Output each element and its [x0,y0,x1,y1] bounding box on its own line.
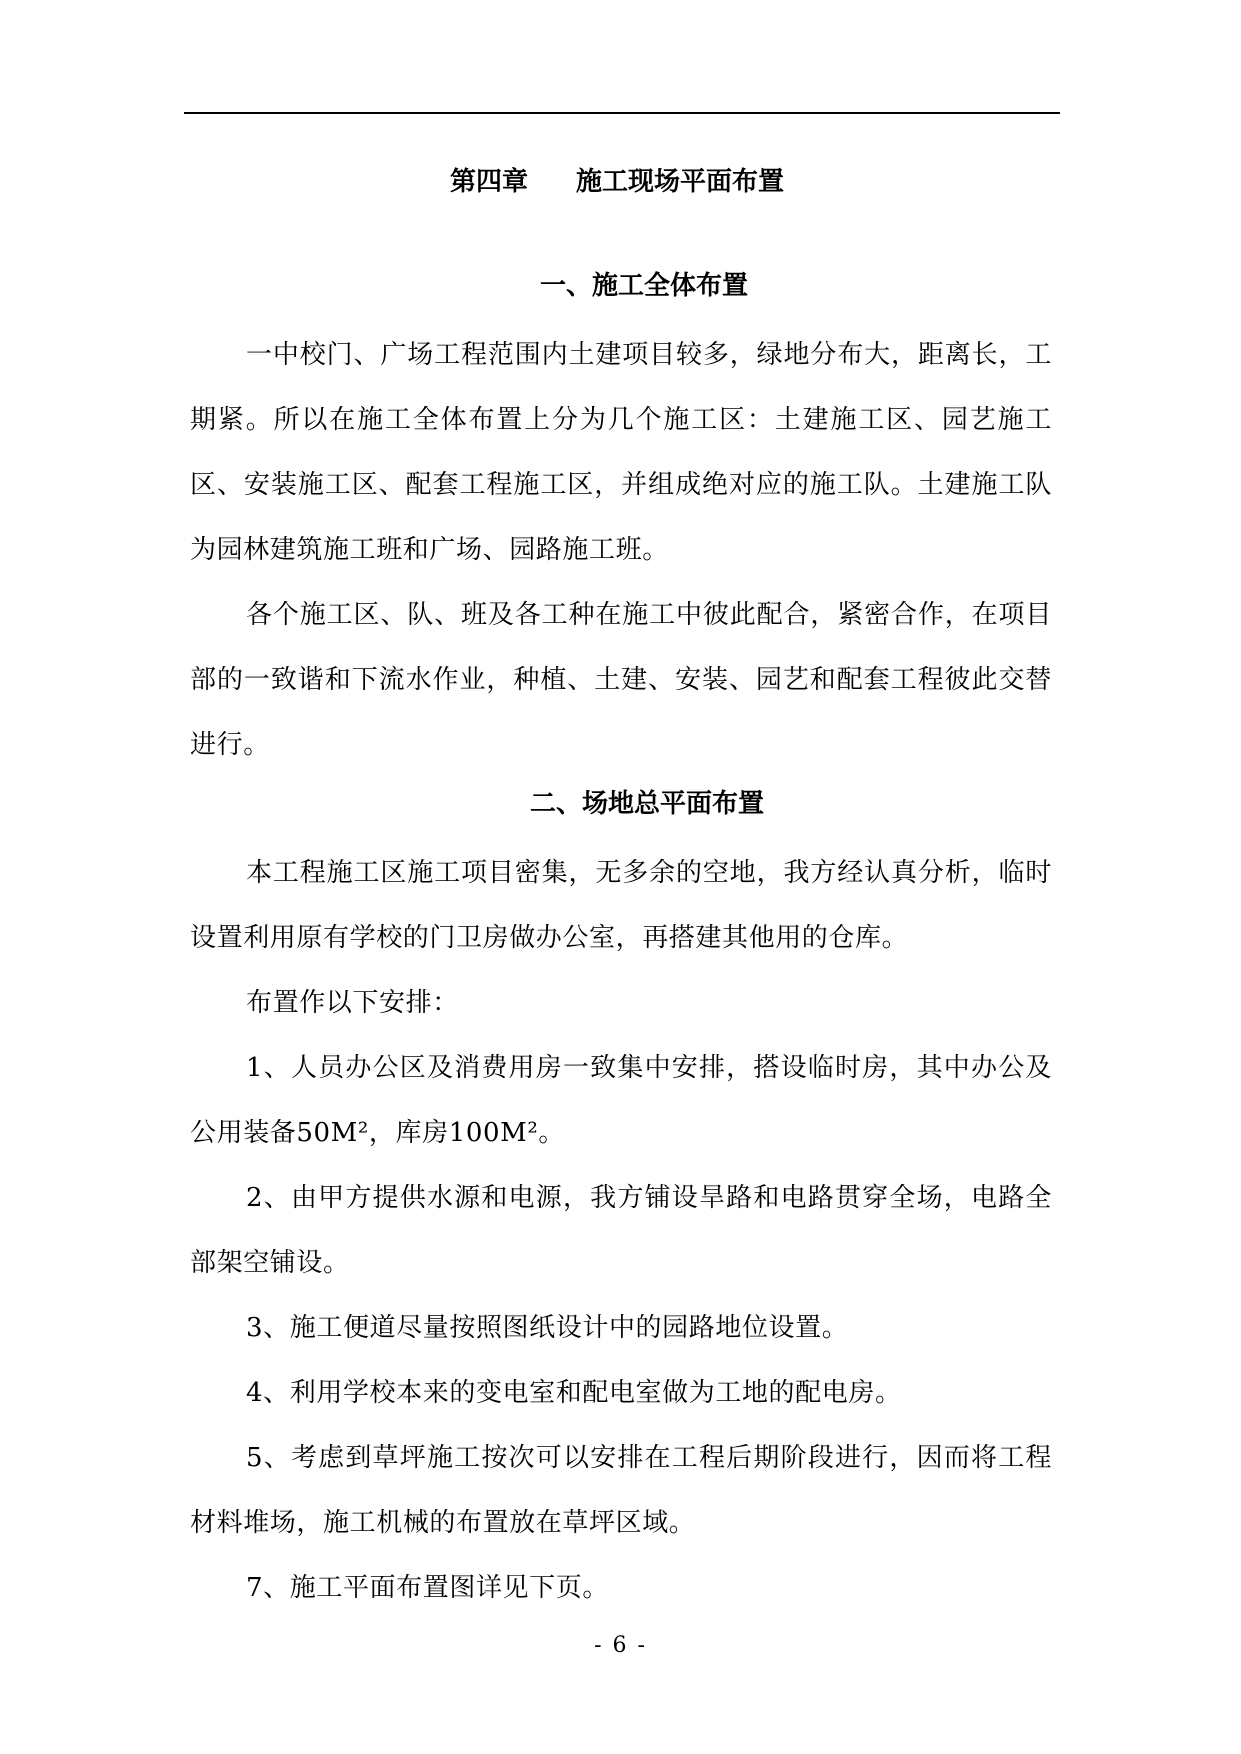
paragraph: 本工程施工区施工项目密集，无多余的空地，我方经认真分析，临时设置利用原有学校的门卫房做办公室，再搭建其他用的仓库。 [190,858,1052,953]
section-title-site-plan: 二、场地总平面布置 [530,789,765,819]
chapter-name: 施工现场平面布置 [576,167,785,197]
list-item: 7、施工平面布置图详见下页。 [246,1573,609,1603]
section-2-body [190,841,1052,1621]
chapter-number: 第四章 [450,167,529,197]
list-item: 5、考虑到草坪施工按次可以安排在工程后期阶段进行，因而将工程材料堆场，施工机械的布置放在草坪区域。 [190,1443,1052,1538]
section-1-body [190,323,1052,778]
list-item: 4、利用学校本来的变电室和配电室做为工地的配电房。 [246,1378,902,1408]
section-title-overall-layout: 一、施工全体布置 [540,271,749,301]
paragraph: 一中校门、广场工程范围内土建项目较多，绿地分布大，距离长，工期紧。所以在施工全体布置上分为几个施工区：土建施工区、园艺施工区、安装施工区、配套工程施工区，并组成绝对应的施工队。土建施工队为园林建筑施工班和广场、园路施工班。 [190,340,1052,565]
list-item: 3、施工便道尽量按照图纸设计中的园路地位设置。 [246,1313,849,1343]
paragraph: 各个施工区、队、班及各工种在施工中彼此配合，紧密合作，在项目部的一致谐和下流水作业，种植、土建、安装、园艺和配套工程彼此交替进行。 [190,600,1052,760]
page-number: - 6 - [594,1633,647,1658]
header-rule [184,112,1060,114]
list-item: 2、由甲方提供水源和电源，我方铺设旱路和电路贯穿全场，电路全部架空铺设。 [190,1183,1052,1278]
paragraph: 布置作以下安排： [246,988,459,1018]
list-item: 1、人员办公区及消费用房一致集中安排，搭设临时房，其中办公及公用装备50M²，库房100M²。 [190,1053,1052,1148]
